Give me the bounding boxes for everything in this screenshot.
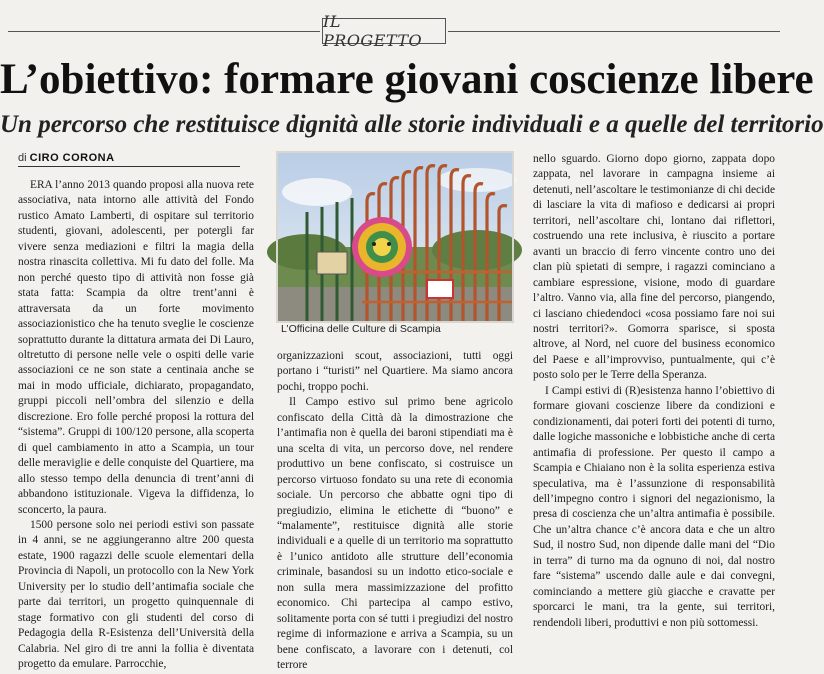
paragraph: organizzazioni scout, associazioni, tutti oggi portano i “turisti” nel Quartiere. Ma siamo ancora pochi, troppo pochi. xyxy=(277,350,513,393)
paragraph: Il Campo estivo sul primo bene agricolo confiscato della Città dà la dimostrazione che l’antimafia non è quella dei baroni stipendiati ma è una scelta di vita, un percorso dove, nel rendere produttivo un bene confiscato, si costruisce un percorso virtuoso fondato su una rete di economia sociale. Un percorso che abbatte ogni tipo di pregiudizio, elimina le etichette di “buono” e “malamente”, restituisce dignità alle storie individuali e a quelle di un territorio ma soprattutto è l’unico antidoto alle strutture dell’economia criminale, basandosi su un indotto etico-sociale e non sulla mera massimizzazione del profitto economico. Chi partecipa al campo estivo, solitamente porta con sé tutti i pregiudizi del nostro regime di informazione e arriva a Scampia, su un bene confiscato, a lavorare con i detenuti, col terrore xyxy=(277,396,513,672)
section-rule-left xyxy=(8,31,320,32)
section-label: IL PROGETTO xyxy=(323,12,423,50)
paragraph: nello sguardo. Giorno dopo giorno, zappata dopo zappata, nel lavorare in campagna insieme ai detenuti, nell’ascoltare le testimonianze di chi decide di lasciare la vita di mafioso e dedicarsi ai propri territori, nell’ascoltare chi, lontano dai riflettori, costruendo una rete inclusiva, è riuscito a portare avanti un braccio di ferro vincente contro uno dei clan più spietati di sempre, i ragazzi cominciano a cambiare espressione, visione, modo di guardare l’altro. Vanno via, alla fine del percorso, piangendo, ci lasciano chiedendoci «cosa possiamo fare noi sui nostri territori?». Gomorra sparisce, si sposta altrove, al Nord, nel cuore del business economico del Paese e all’improvviso, puntualmente, qui c’è posto solo per le Terre della Speranza. xyxy=(533,153,775,382)
byline-author: CIRO CORONA xyxy=(29,152,115,164)
article-column-1 xyxy=(18,178,254,671)
article-column-2 xyxy=(277,349,513,672)
gate-photo-illustration xyxy=(277,152,513,322)
section-label-box xyxy=(322,12,446,50)
headline: L’obiettivo: formare giovani coscienze libere xyxy=(0,56,814,103)
paragraph: ERA l’anno 2013 quando proposi alla nuova rete associativa, nata intorno alle attività del Fondo rustico Amato Lamberti, di ospitare sul territorio studenti, giovani, adolescenti, per potergli far vivere senza mediazioni e filtri la magia della nostra rinascita collettiva. Mi fu dato del folle. Ma non perché questo tipo di attività non fosse già stata fatta: Scampia da oltre trent’anni è attraversata da un forte movimento associazionistico che ha tenuto sveglie le coscienze soprattutto durante la dittatura armata dei Di Lauro, oltretutto di persone nelle vele o ospiti delle varie associazioni ce ne son state a centinaia anche se mai in modo ufficiale, dichiarato, propagandato, gruppi piccoli nell’ombra del silenzio e della discrezione. Ero folle perché proposi la rottura del “sistema”. Gruppi di 100/120 persone, alla scoperta di quel cambiamento in atto a Scampia, un tour delle meraviglie e delle conquiste del Quartiere, ma allo stesso tempo della denuncia di trent’anni di abbandono istituzionale. Vigeva la diffidenza, lo sconcerto, la paura. xyxy=(18,179,254,516)
article-column-3 xyxy=(533,152,775,658)
photo-caption: L’Officina delle Culture di Scampia xyxy=(281,323,441,335)
paragraph: 1500 persone solo nei periodi estivi son passate in 4 anni, se ne aggiungeranno altre 200 questa estate, 1900 ragazzi delle scuole elementari della Provincia di Napoli, un protocollo con la New York University per lo studio dell’antimafia sociale che parte dai territori, un progetto quinquennale di stage formativo con gli studenti del corso di Pedagogia della R-Esistenza dell’Università della Calabria. Nel giro di tre anni la follia è diventata progetto da emulare. Parrocchie, xyxy=(18,518,254,671)
section-rule-right xyxy=(448,31,780,32)
byline-prefix: di xyxy=(18,152,27,164)
byline xyxy=(18,151,240,167)
subheadline: Un percorso che restituisce dignità alle storie individuali e a quelle del territorio xyxy=(0,111,824,138)
article-photo xyxy=(277,152,513,322)
paragraph: I Campi estivi di (R)esistenza hanno l’obiettivo di formare giovani coscienze libere da condizioni e condizionamenti, dai poteri forti dei potenti di turno, dalle logiche massoniche e lobbistiche anche di certa antimafia di professione. Per questo il campo a Scampia e Chiaiano non è la solita esperienza estiva speculativa, ma è l’assunzione di responsabilità dell’impegno contro i signori del negazionismo, la presa di coscienza che un’altra antimafia è possibile. Che un’altra chance c’è ancora data e che un altro Sud, il nostro Sud, non dipende dalle mani del “Dio in terra” di turno ma da ognuno di noi, dal nostro fare “sistema” uscendo dalle aule e dai convegni, cominciando a mettere giù giacche e cravatte per sporcarci le mani, tra la gente, sui territori, rendendoli liberi, produttivi e non più sottomessi. xyxy=(533,384,775,629)
